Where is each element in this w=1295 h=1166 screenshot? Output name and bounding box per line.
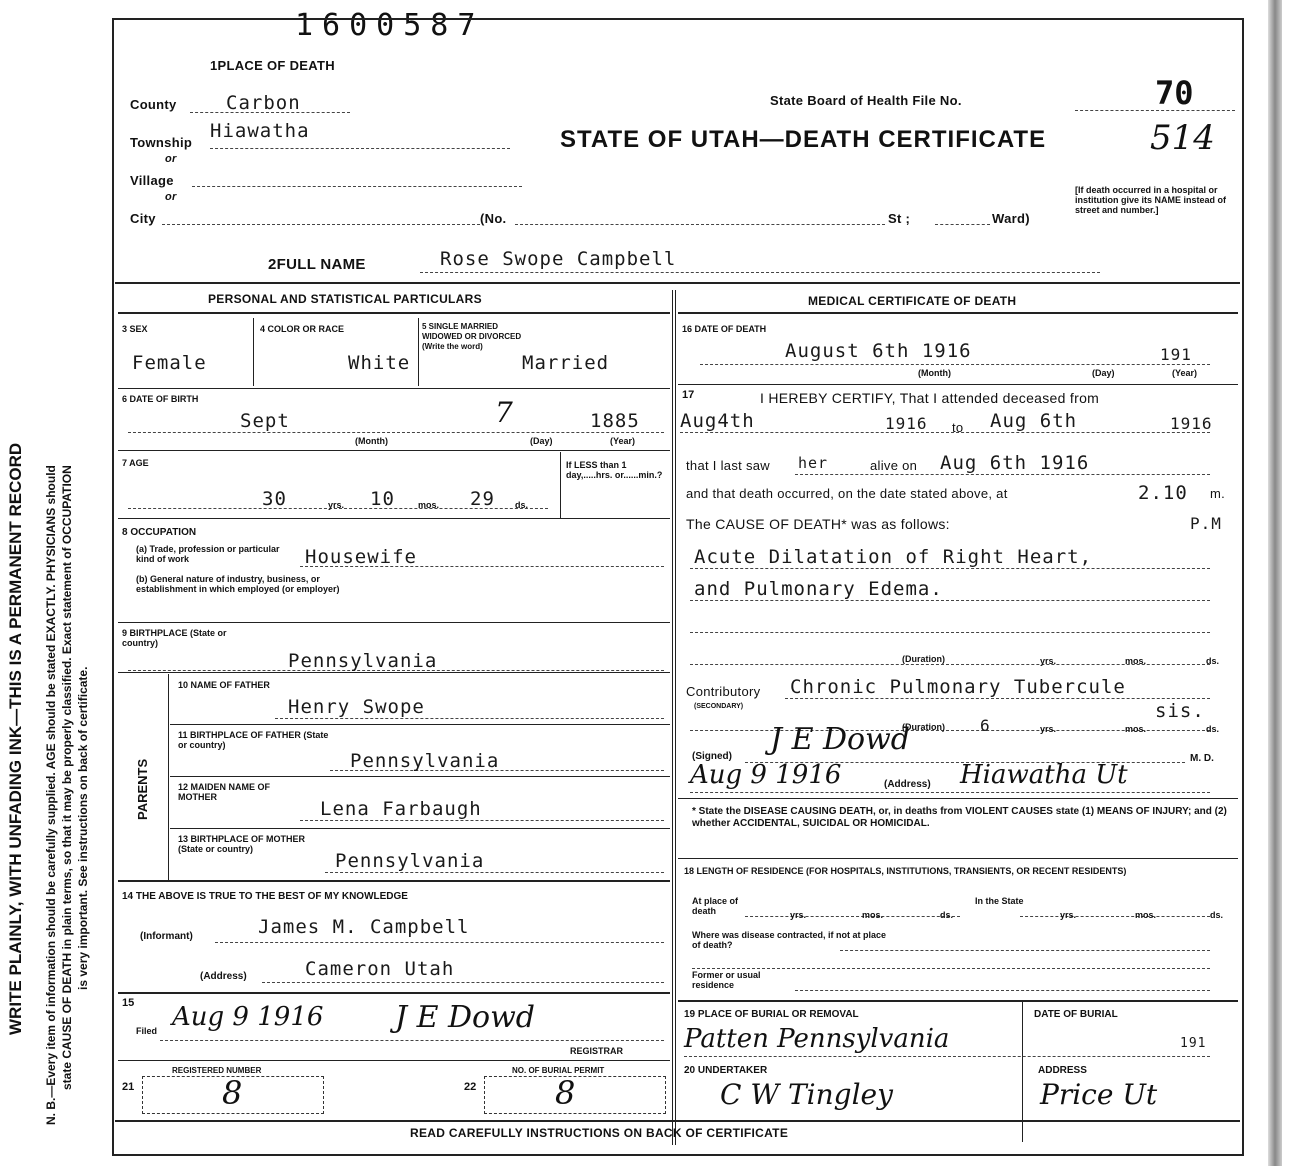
street-label: St ; (888, 211, 911, 226)
age-months: 10 (370, 488, 395, 510)
place-of-death-heading: 1PLACE OF DEATH (210, 58, 335, 73)
undertaker-address-value: Price Ut (1040, 1078, 1158, 1111)
less-than-day-label: If LESS than 1 day,.....hrs. or......min.? (566, 460, 663, 480)
contributory-label: Contributory (686, 684, 761, 699)
alive-on-label: alive on (870, 458, 918, 473)
full-name-label: 2FULL NAME (268, 256, 366, 273)
filed-label: Filed (136, 1026, 158, 1036)
hospital-note: [If death occurred in a hospital or institution give its NAME instead of street and number.] (1075, 185, 1227, 215)
birthplace-label: 9 BIRTHPLACE (State or country) (122, 628, 227, 648)
months-label: mos. (418, 500, 440, 510)
permanent-record-notice: WRITE PLAINLY, WITH UNFADING INK—THIS IS A PERMANENT RECORD (6, 442, 25, 1035)
mother-birthplace-label: 13 BIRTHPLACE OF MOTHER (State or country) (178, 834, 306, 854)
dob-day-label: (Day) (530, 436, 553, 446)
contributory-duration: 6 (980, 716, 991, 735)
township-value: Hiawatha (210, 120, 310, 142)
signed-value: J E Dowd (770, 722, 910, 757)
street-no-label: (No. (480, 211, 507, 226)
county-label: County (130, 97, 177, 112)
cause-line-1: Acute Dilatation of Right Heart, (694, 546, 1093, 568)
filed-signature: J E Dowd (395, 1000, 535, 1035)
county-value: Carbon (226, 92, 301, 114)
father-value: Henry Swope (288, 696, 425, 718)
residence-mos-2: mos. (1135, 910, 1157, 920)
date-of-death-suffix: 191 (1160, 345, 1192, 364)
where-contracted-label: Where was disease contracted, if not at place of death? (692, 930, 887, 950)
dob-label: 6 DATE OF BIRTH (122, 394, 199, 404)
ward-label: Ward) (992, 211, 1030, 226)
mother-birthplace-value: Pennsylvania (335, 850, 485, 872)
knowledge-label: 14 THE ABOVE IS TRUE TO THE BEST OF MY KNOWLEDGE (122, 891, 408, 902)
last-saw-text: that I last saw (686, 458, 770, 473)
color-label: 4 COLOR OR RACE (260, 324, 345, 334)
residence-yrs-2: yrs. (1060, 910, 1077, 920)
age-days: 29 (470, 488, 495, 510)
residence-ds-1: ds. (940, 910, 954, 920)
date-of-death-value: August 6th 1916 (785, 340, 972, 362)
death-occurred-text: and that death occurred, on the date stated above, at (686, 486, 1008, 501)
certificate-title: STATE OF UTAH—DEATH CERTIFICATE (560, 126, 1047, 153)
cause-line-2: and Pulmonary Edema. (694, 578, 943, 600)
occupation-b-label: (b) General nature of industry, business, or establishment in which employed (or employer) (136, 574, 340, 594)
city-label: City (130, 211, 156, 226)
personal-heading: PERSONAL AND STATISTICAL PARTICULARS (208, 292, 482, 306)
signed-date: Aug 9 1916 (690, 760, 842, 790)
file-no-label: State Board of Health File No. (770, 93, 962, 108)
residence-label: 18 LENGTH OF RESIDENCE (FOR HOSPITALS, INSTITUTIONS, TRANSIENTS, OR RECENT RESIDENTS) (684, 866, 1127, 876)
to-label: to (952, 420, 964, 435)
mother-label: 12 MAIDEN NAME OF MOTHER (178, 782, 271, 802)
duration-ds-2: ds. (1206, 724, 1220, 734)
father-birthplace-label: 11 BIRTHPLACE OF FATHER (State or country) (178, 730, 329, 750)
attended-to: Aug 6th (990, 410, 1078, 432)
duration-mos-2: mos. (1125, 724, 1147, 734)
occupation-value: Housewife (305, 546, 417, 568)
village-label: Village (130, 173, 174, 188)
parents-label: PARENTS (135, 758, 150, 820)
township-label: Township (130, 135, 193, 150)
age-label: 7 AGE (122, 458, 149, 468)
signed-label: (Signed) (692, 751, 732, 762)
dob-year-label: (Year) (610, 436, 636, 446)
page-edge (1268, 0, 1282, 1166)
burial-date-label: DATE OF BURIAL (1034, 1009, 1118, 1020)
registrar-label: REGISTRAR (570, 1046, 624, 1056)
undertaker-value: C W Tingley (720, 1078, 893, 1111)
registered-number-index: 21 (122, 1081, 135, 1093)
cause-label: The CAUSE OF DEATH* was as follows: (686, 516, 950, 532)
in-state-label: In the State (975, 896, 1024, 906)
dob-day: 7 (495, 396, 513, 429)
last-saw-value: Aug 6th 1916 (940, 452, 1090, 474)
burial-date-suffix: 191 (1180, 1036, 1207, 1051)
death-month-label: (Month) (918, 368, 951, 378)
duration-yrs-2: yrs. (1040, 724, 1057, 734)
instruction-note-2: state CAUSE OF DEATH in plain terms, so that it may be properly classified. Exact statement of OCCUPATION (60, 465, 74, 1090)
certificate-title-number: 514 (1150, 118, 1215, 158)
registered-number-label: REGISTERED NUMBER (172, 1066, 262, 1075)
attended-from-year: 1916 (885, 414, 928, 433)
dob-year: 1885 (590, 410, 640, 432)
sex-value: Female (132, 352, 207, 374)
certify-text: I HEREBY CERTIFY, That I attended deceased from (760, 390, 1100, 406)
death-day-label: (Day) (1092, 368, 1115, 378)
death-time-value: 2.10 (1138, 482, 1188, 504)
filed-date: Aug 9 1916 (172, 1002, 324, 1032)
informant-label: (Informant) (140, 931, 193, 942)
residence-ds-2: ds. (1210, 910, 1224, 920)
occupation-a-label: (a) Trade, profession or particular kind of work (136, 544, 280, 564)
days-label: ds. (515, 500, 529, 510)
undertaker-address-label: ADDRESS (1038, 1065, 1087, 1076)
filed-number: 15 (122, 997, 135, 1009)
dob-month: Sept (240, 410, 290, 432)
last-saw-her: her (798, 454, 829, 472)
birthplace-value: Pennsylvania (288, 650, 438, 672)
duration-label-2: (Duration) (902, 722, 945, 732)
burial-permit-label: NO. OF BURIAL PERMIT (512, 1066, 605, 1075)
pm-value: P.M (1190, 514, 1222, 533)
color-value: White (348, 352, 411, 374)
age-years: 30 (262, 488, 287, 510)
attended-to-year: 1916 (1170, 414, 1213, 433)
address-value: Cameron Utah (305, 958, 455, 980)
burial-place-value: Patten Pennsylvania (684, 1024, 950, 1054)
medical-heading: MEDICAL CERTIFICATE OF DEATH (808, 294, 1017, 308)
signed-address-label: (Address) (884, 779, 931, 790)
sex-label: 3 SEX (122, 324, 148, 334)
death-year-label: (Year) (1172, 368, 1198, 378)
certify-number: 17 (682, 389, 695, 401)
date-of-death-label: 16 DATE OF DEATH (682, 324, 767, 334)
signed-address: Hiawatha Ut (960, 760, 1128, 790)
marital-label: 5 SINGLE MARRIED WIDOWED OR DIVORCED (Write the word) (422, 322, 522, 351)
attended-from: Aug4th (680, 410, 755, 432)
residence-mos-1: mos. (862, 910, 884, 920)
mother-value: Lena Farbaugh (320, 798, 482, 820)
burial-permit-value: 8 (555, 1074, 576, 1112)
occupation-label: 8 OCCUPATION (122, 527, 197, 538)
or-label-2: or (165, 191, 177, 203)
marital-value: Married (522, 352, 610, 374)
address-label: (Address) (200, 971, 247, 982)
instruction-note-3: is very important. See instructions on back of certificate. (76, 666, 90, 990)
duration-ds-1: ds. (1206, 656, 1220, 666)
residence-yrs-1: yrs. (790, 910, 807, 920)
duration-mos-1: mos. (1125, 656, 1147, 666)
cause-footnote: * State the DISEASE CAUSING DEATH, or, in deaths from VIOLENT CAUSES state (1) MEANS OF INJURY; and (2) whether ACCIDENTAL, SUICIDAL OR HOMICIDAL. (692, 806, 1227, 829)
registered-number-value: 8 (222, 1074, 243, 1112)
certificate-number: 1600587 (295, 8, 485, 43)
former-residence-label: Former or usual residence (692, 970, 761, 990)
burial-place-label: 19 PLACE OF BURIAL OR REMOVAL (684, 1009, 859, 1020)
undertaker-label: 20 UNDERTAKER (684, 1065, 768, 1076)
dob-month-label: (Month) (355, 436, 388, 446)
md-label: M. D. (1190, 753, 1214, 764)
father-birthplace-value: Pennsylvania (350, 750, 500, 772)
m-label: m. (1210, 486, 1226, 501)
secondary-label: (SECONDARY) (694, 703, 744, 710)
duration-yrs-1: yrs. (1040, 656, 1057, 666)
contributory-value-2: sis. (1155, 700, 1205, 722)
at-place-label: At place of death (692, 896, 739, 916)
duration-label-1: (Duration) (902, 654, 945, 664)
full-name-value: Rose Swope Campbell (440, 248, 677, 270)
instruction-note-1: N. B.—Every item of information should be carefully supplied. AGE should be stated EXACTLY. PHYSICIANS should (44, 465, 58, 1125)
file-no-value: 70 (1155, 74, 1194, 112)
contributory-value: Chronic Pulmonary Tubercule (790, 676, 1126, 698)
years-label: yrs. (328, 500, 345, 510)
burial-permit-index: 22 (464, 1081, 477, 1093)
footer-instructions: READ CAREFULLY INSTRUCTIONS ON BACK OF CERTIFICATE (410, 1126, 789, 1140)
informant-value: James M. Campbell (258, 916, 470, 938)
or-label-1: or (165, 153, 177, 165)
father-label: 10 NAME OF FATHER (178, 680, 270, 690)
